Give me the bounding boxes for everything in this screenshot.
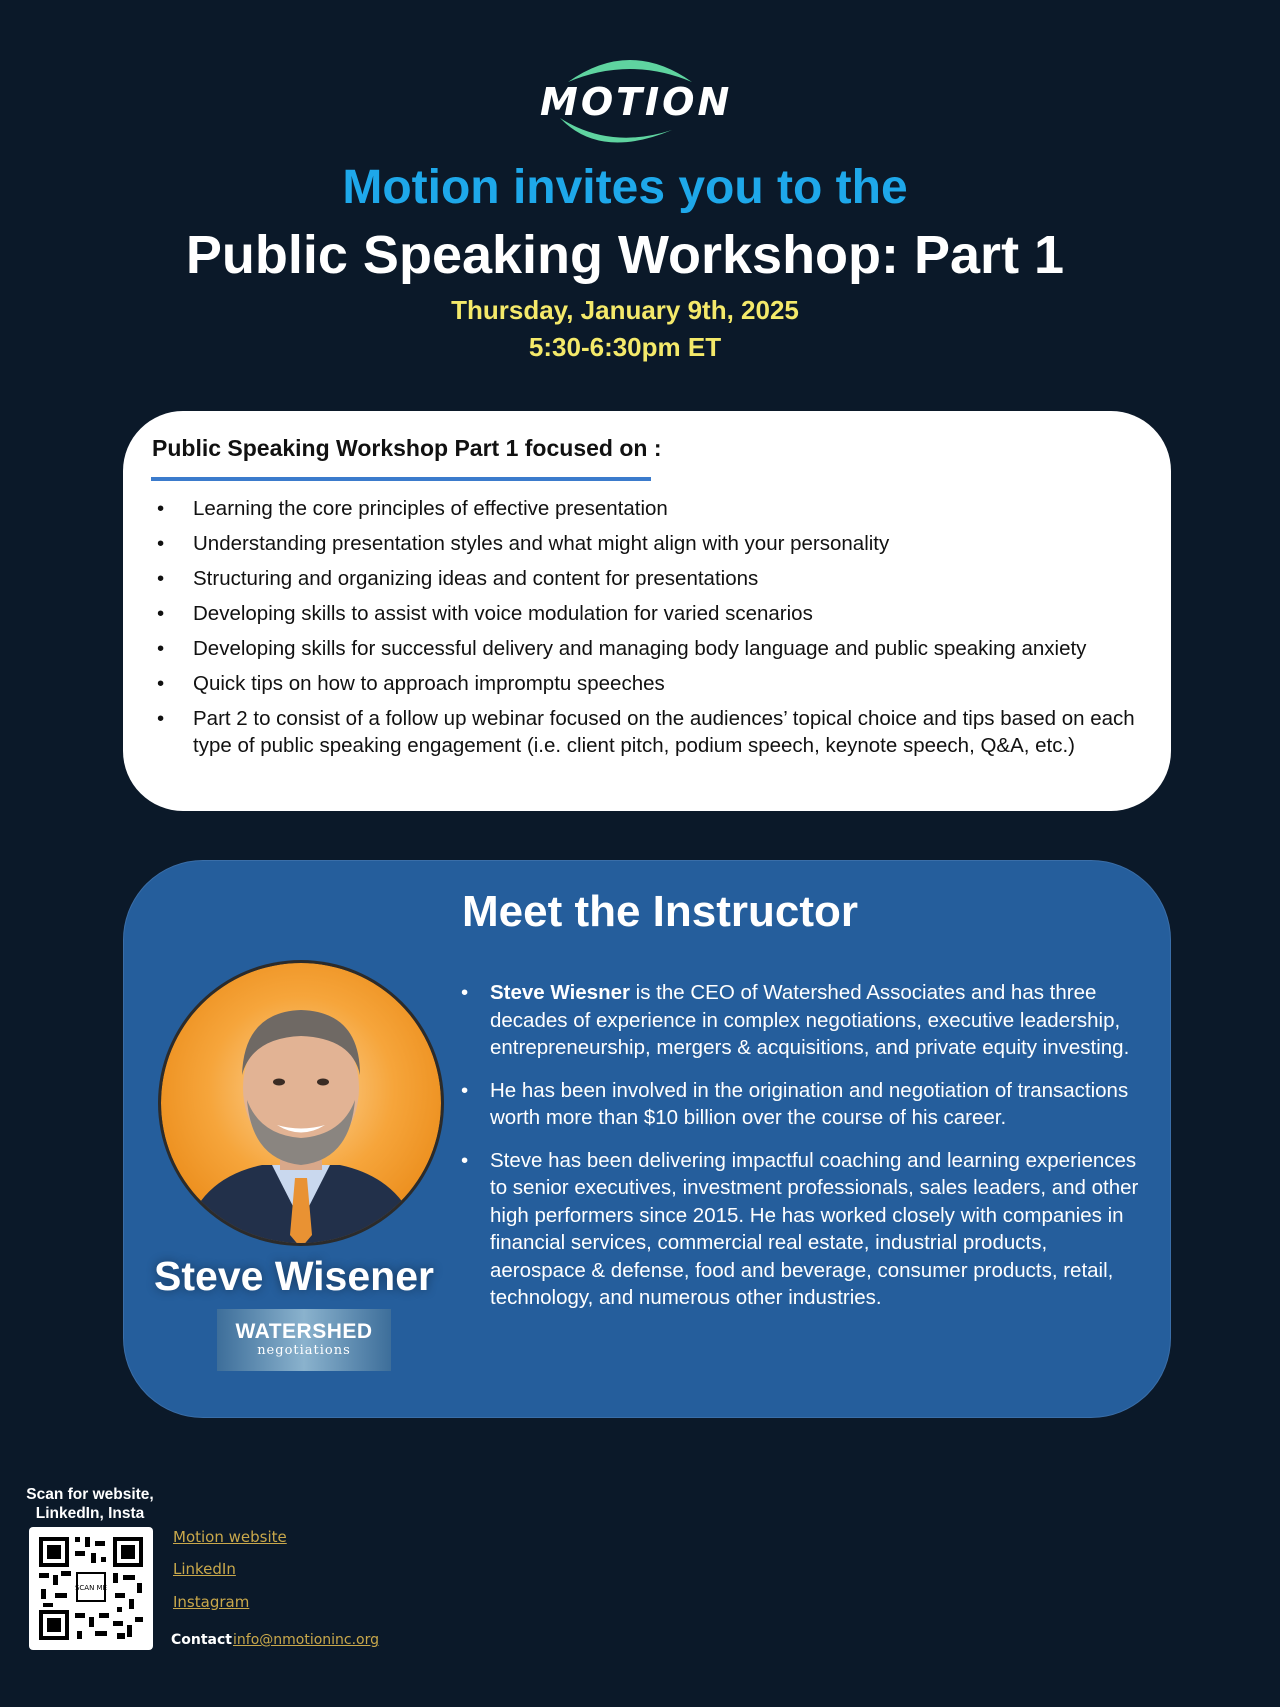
focus-item bbox=[151, 635, 1151, 662]
focus-item bbox=[151, 495, 1151, 522]
focus-item bbox=[151, 565, 1151, 592]
invite-line: Motion invites you to the bbox=[342, 161, 908, 214]
linkedin-link[interactable]: LinkedIn bbox=[173, 1560, 236, 1578]
bio-item bbox=[455, 1147, 1145, 1312]
focus-item bbox=[151, 600, 1151, 627]
bullet-icon: • bbox=[461, 1148, 469, 1172]
motion-logo bbox=[540, 52, 733, 152]
focus-heading: Public Speaking Workshop Part 1 focused on : bbox=[152, 435, 662, 461]
bullet-icon: • bbox=[461, 981, 469, 1004]
instagram-link[interactable]: Instagram bbox=[173, 1593, 250, 1611]
event-time: 5:30-6:30pm ET bbox=[528, 332, 722, 362]
focus-item bbox=[151, 530, 1151, 557]
event-date: Thursday, January 9th, 2025 bbox=[451, 295, 799, 325]
qr-caption: Scan for website, LinkedIn, Insta bbox=[26, 1486, 154, 1522]
bullet-icon: • bbox=[157, 532, 165, 555]
bullet-icon: • bbox=[157, 637, 165, 660]
focus-item-text: Developing skills to assist with voice modulation for varied scenarios bbox=[193, 602, 813, 625]
bullet-icon: • bbox=[157, 672, 165, 695]
focus-item bbox=[151, 705, 1151, 759]
bullet-icon: • bbox=[461, 1078, 469, 1102]
qr-code[interactable] bbox=[29, 1527, 153, 1650]
instructor-bio-list bbox=[455, 979, 1145, 1327]
motion-website-link[interactable]: Motion website bbox=[173, 1528, 287, 1546]
qr-code-icon bbox=[29, 1527, 153, 1650]
focus-item-text: Learning the core principles of effective presentation bbox=[193, 497, 668, 520]
instructor-card bbox=[123, 860, 1171, 1418]
qr-center-text: SCAN ME bbox=[74, 1584, 108, 1592]
instructor-photo bbox=[152, 960, 450, 1246]
instructor-portrait-icon bbox=[152, 960, 450, 1246]
focus-item-text: Developing skills for successful delivery and managing body language and public speaking anxiety bbox=[193, 637, 1087, 660]
focus-item bbox=[151, 670, 1151, 697]
event-title: Public Speaking Workshop: Part 1 bbox=[185, 225, 1065, 285]
focus-list bbox=[151, 495, 1151, 767]
bullet-icon: • bbox=[157, 602, 165, 625]
bio-item-text: Steve has been delivering impactful coaching and learning experiences to senior executives, investment professionals, sales leaders, and other high performers since 2015. He has worked closely with companies in financial services, commercial real estate, industrial products, aerospace & defense, food and beverage, consumer products, retail, technology, and numerous other industries. bbox=[490, 1148, 1139, 1309]
watershed-logo bbox=[217, 1309, 391, 1371]
bio-item-text: is the CEO of Watershed Associates and has three decades of experience in complex negotiations, executive leadership, entrepreneurship, mergers & acquisitions, and private equity investing. bbox=[490, 981, 1130, 1059]
motion-logo-text: MOTION bbox=[540, 80, 733, 124]
watershed-logo-sub: negotiations bbox=[257, 1343, 351, 1358]
bullet-icon: • bbox=[157, 497, 165, 520]
bullet-icon: • bbox=[157, 567, 165, 590]
instructor-name: Steve Wisener bbox=[154, 1253, 434, 1299]
bio-item bbox=[455, 1077, 1145, 1132]
focus-item-text: Structuring and organizing ideas and content for presentations bbox=[193, 567, 759, 590]
heading-underline bbox=[151, 477, 651, 481]
workshop-focus-card bbox=[123, 411, 1171, 811]
watershed-logo-main: WATERSHED bbox=[235, 1320, 373, 1343]
bio-item-text: He has been involved in the origination and negotiation of transactions worth more than $10 billion over the course of his career. bbox=[490, 1078, 1129, 1129]
contact-label: Contact bbox=[171, 1632, 232, 1648]
bio-name-bold: Steve Wiesner bbox=[490, 981, 630, 1004]
focus-item-text: Quick tips on how to approach impromptu speeches bbox=[193, 672, 665, 695]
bullet-icon: • bbox=[157, 707, 165, 730]
bio-item bbox=[455, 979, 1145, 1062]
contact-email-link[interactable]: info@nmotioninc.org bbox=[233, 1632, 380, 1648]
focus-item-text: Part 2 to consist of a follow up webinar focused on the audiences’ topical choice and tips based on each type of public speaking engagement (i.e. client pitch, podium speech, keynote speech, Q&A, etc.) bbox=[193, 707, 1135, 757]
focus-item-text: Understanding presentation styles and what might align with your personality bbox=[193, 532, 890, 555]
instructor-section-title: Meet the Instructor bbox=[461, 887, 859, 936]
